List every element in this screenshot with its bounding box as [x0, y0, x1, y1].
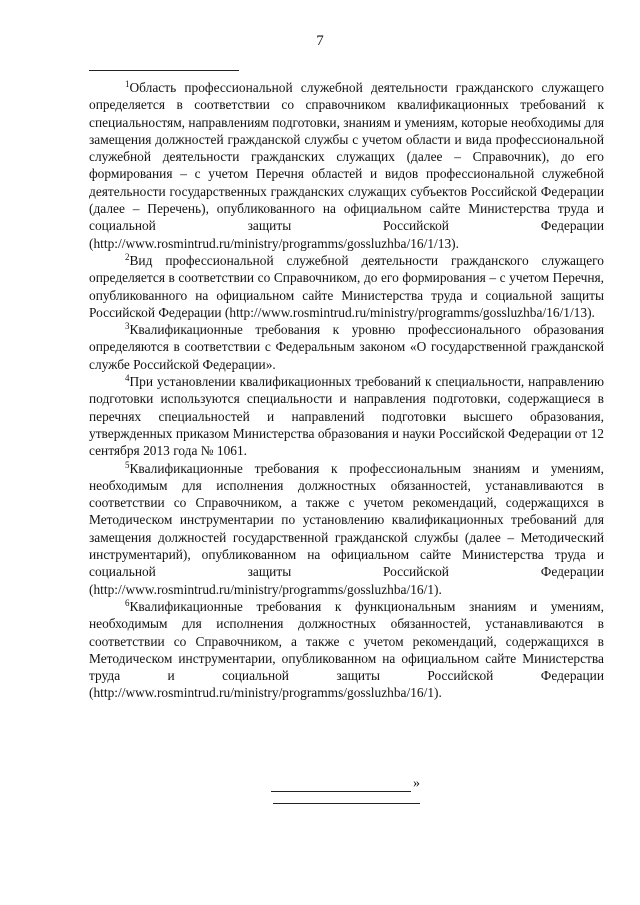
footnote-text: Квалификационные требования к уровню профессионального образования определяются в соответствии с Федеральным законом «О государственной гражданской службе Российской Федерации». — [89, 322, 604, 372]
footnote-separator — [89, 70, 239, 71]
footnote-marker: 3 — [125, 321, 130, 332]
footnote-marker: 5 — [125, 459, 130, 470]
footnote-text: Квалификационные требования к профессиональным знаниям и умениям, необходимым для исполнения должностных обязанностей, устанавливаются в соответствии со Справочником, а также с учетом рекомендаций, содержащихся в Методическом инструментарии по установлению квалификационных требований для замещения должностей государственной гражданской службы (далее – Методический инструментарий), опубликованном на официальном сайте Министерства труда и социальной защиты Российской Федерации (http://www.rosmintrud.ru/ministry/programms/gossluzhba/16/1). — [89, 460, 604, 597]
bottom-rule — [273, 803, 420, 804]
closing-quote: » — [413, 776, 420, 791]
footnote-text: Квалификационные требования к функциональным знаниям и умениям, необходимым для исполнения должностных обязанностей, устанавливаются в соответствии со Справочником, а также с учетом рекомендаций, содержащихся в Методическом инструментарии, опубликованном на официальном сайте Министерства труда и социальной защиты Российской Федерации (http://www.rosmintrud.ru/ministry/programms/gossluzhba/16/1). — [89, 598, 604, 701]
footnote-marker: 4 — [125, 373, 130, 384]
footnote-6 — [89, 598, 604, 702]
footnote-text: Область профессиональной служебной деятельности гражданского служащего определяется в соответствии со справочником квалификационных требований к специальностям, направлениям подготовки, знаниям и умениям, которые необходимы для замещения должностей гражданской службы с учетом области и вида профессиональной служебной деятельности гражданских служащих (далее – Справочник), до его формирования – с учетом Перечня областей и видов профессиональной служебной деятельности государственных гражданских служащих субъектов Российской Федерации (далее – Перечень), опубликованного на официальном сайте Министерства труда и социальной защиты Российской Федерации (http://www.rosmintrud.ru/ministry/programms/gossluzhba/16/1/13). — [89, 80, 604, 251]
page-number: 7 — [316, 33, 324, 49]
footnote-4 — [89, 373, 604, 459]
footnote-marker: 2 — [125, 251, 130, 262]
footnote-text: Вид профессиональной служебной деятельности гражданского служащего определяется в соответствии со Справочником, до его формирования – с учетом Перечня, опубликованного на официальном сайте Министерства труда и социальной защиты Российской Федерации (http://www.rosmintrud.ru/ministry/programms/gossluzhba/16/1/13). — [89, 252, 604, 320]
blank-line — [271, 779, 411, 792]
footnote-text: При установлении квалификационных требований к специальности, направлению подготовки используются специальности и направления подготовки, содержащиеся в перечнях специальностей и направлений подготовки высшего образования, утвержденных приказом Министерства образования и науки Российской Федерации от 12 сентября 2013 года № 1061. — [89, 374, 604, 459]
footnote-marker: 6 — [125, 597, 130, 608]
footnote-marker: 1 — [125, 79, 130, 89]
footnotes-section — [89, 79, 604, 702]
footnote-5 — [89, 460, 604, 598]
footnote-2 — [89, 252, 604, 321]
footnote-1 — [89, 79, 604, 252]
closing-signature-line — [271, 776, 431, 792]
footnote-3 — [89, 321, 604, 373]
